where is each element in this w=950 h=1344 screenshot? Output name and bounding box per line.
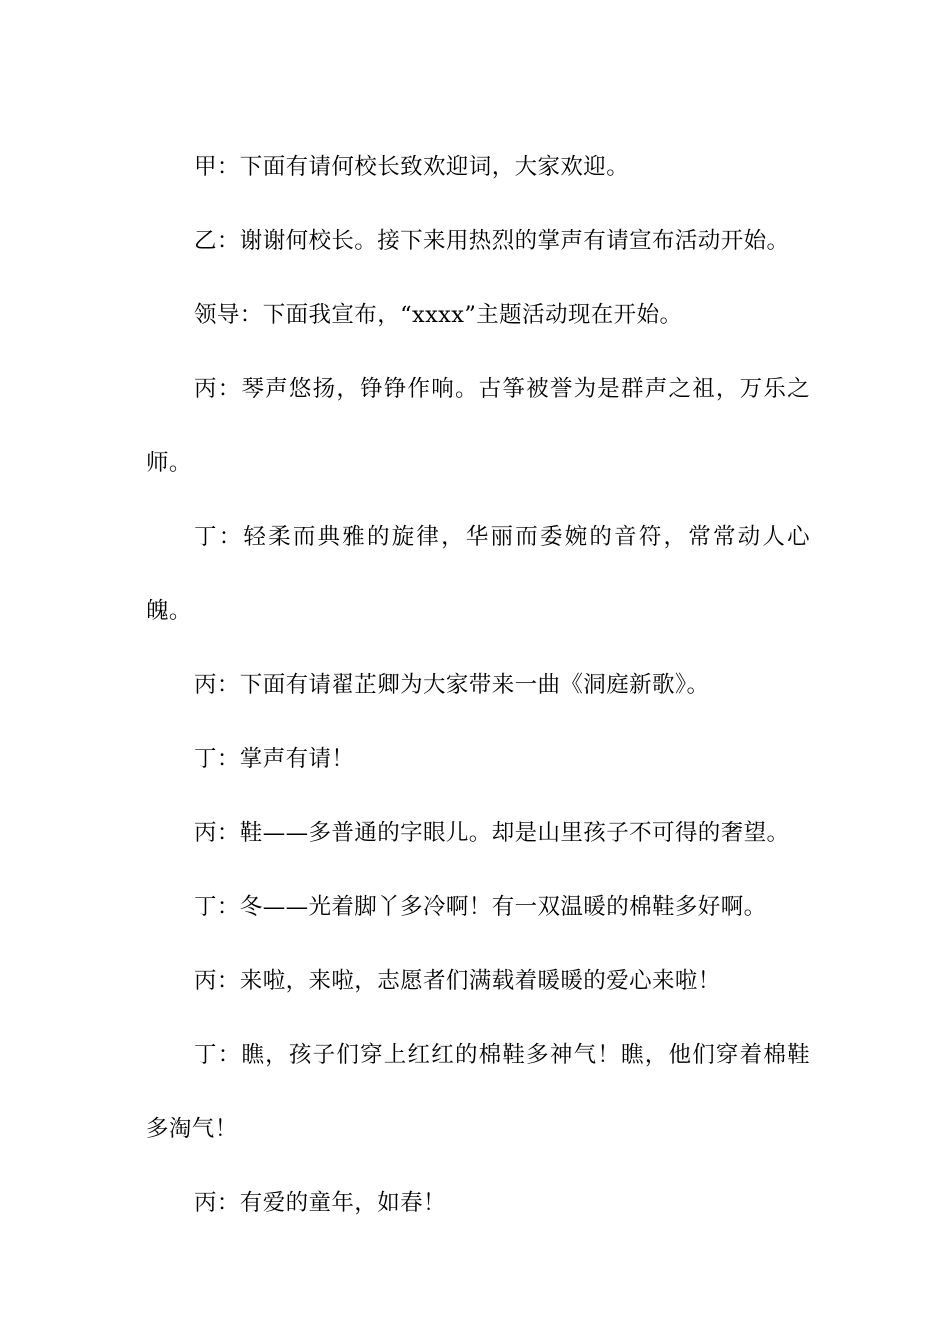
- paragraph-5: 丁：轻柔而典雅的旋律，华丽而委婉的音符，常常动人心魄。: [146, 524, 810, 624]
- paragraph-12: 丙：有爱的童年，如春！: [194, 1190, 446, 1216]
- paragraph-8: 丙：鞋——多普通的字眼儿。却是山里孩子不可得的奢望。: [194, 820, 790, 846]
- document-body: [146, 130, 810, 1240]
- paragraph-7: 丁：掌声有请！: [194, 746, 355, 772]
- paragraph-1: 甲：下面有请何校长致欢迎词，大家欢迎。: [194, 154, 630, 180]
- paragraph-2: 乙：谢谢何校长。接下来用热烈的掌声有请宣布活动开始。: [194, 228, 790, 254]
- paragraph-10: 丙：来啦，来啦，志愿者们满载着暖暖的爱心来啦！: [194, 968, 721, 994]
- paragraph-6: 丙：下面有请翟芷卿为大家带来一曲《洞庭新歌》。: [194, 672, 710, 698]
- paragraph-4: 丙：琴声悠扬，铮铮作响。古筝被誉为是群声之祖，万乐之师。: [146, 376, 810, 476]
- paragraph-11: 丁：瞧，孩子们穿上红红的棉鞋多神气！瞧，他们穿着棉鞋多淘气！: [146, 1042, 810, 1142]
- paragraph-9: 丁：冬——光着脚丫多冷啊！有一双温暖的棉鞋多好啊。: [194, 894, 767, 920]
- paragraph-3: 领导：下面我宣布，“xxxx”主题活动现在开始。: [194, 302, 683, 328]
